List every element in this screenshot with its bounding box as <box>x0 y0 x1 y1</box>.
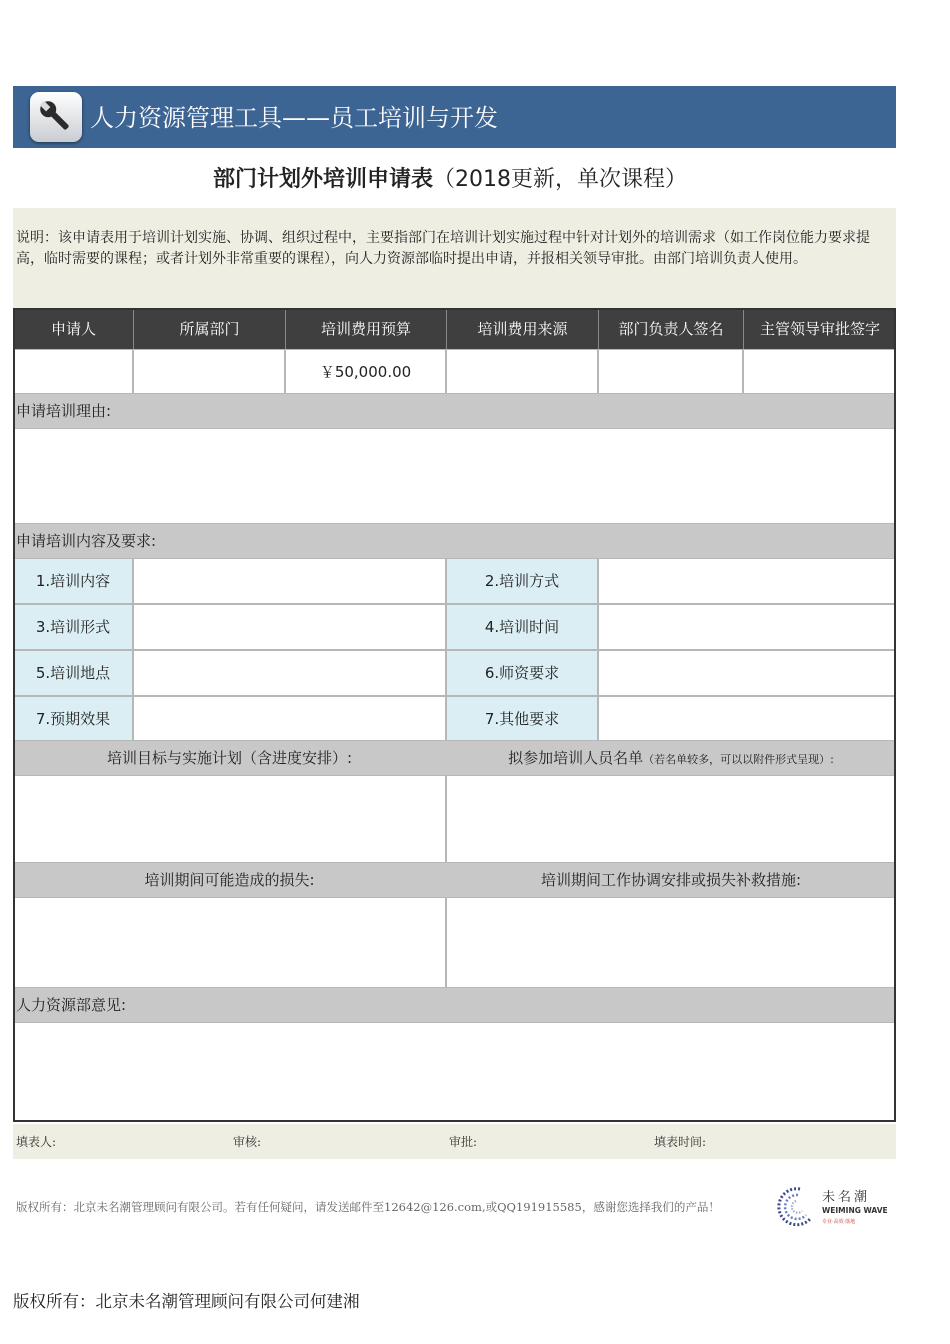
col-budget-header: 培训费用预算 <box>285 309 446 349</box>
reason-field[interactable] <box>13 428 896 524</box>
item-other-requirements-field[interactable] <box>598 696 896 741</box>
remedy-field[interactable] <box>446 897 896 988</box>
attendees-label-note: （若名单较多，可以以附件形式呈现）: <box>643 753 834 766</box>
col-source-header: 培训费用来源 <box>446 309 598 349</box>
col-applicant-header: 申请人 <box>13 309 133 349</box>
item-training-method-label: 2.培训方式 <box>446 558 598 604</box>
leader-sign-field[interactable] <box>743 349 896 394</box>
source-field[interactable] <box>446 349 598 394</box>
attendees-field[interactable] <box>446 775 896 863</box>
item-training-content-label: 1.培训内容 <box>13 558 133 604</box>
item-training-form-label: 3.培训形式 <box>13 604 133 650</box>
loss-label: 培训期间可能造成的损失: <box>13 863 446 897</box>
reason-label: 申请培训理由: <box>13 394 896 428</box>
remedy-label: 培训期间工作协调安排或损失补救措施: <box>446 863 896 897</box>
item-trainer-requirement-label: 6.师资要求 <box>446 650 598 696</box>
item-training-location-field[interactable] <box>133 650 446 696</box>
col-department-header: 所属部门 <box>133 309 285 349</box>
instruction-note: 说明：该申请表用于培训计划实施、协调、组织过程中，主要指部门在培训计划实施过程中针对计划外的培训需求（如工作岗位能力要求提高，临时需要的课程；或者计划外非常重要的课程），向人力资源部临时提出申请，并报相关领导审批。由部门培训负责人使用。 <box>13 208 896 308</box>
form-title-main: 部门计划外培训申请表 <box>212 167 433 192</box>
hr-opinion-label: 人力资源部意见: <box>13 988 896 1022</box>
logo-english-name: WEIMING WAVE <box>822 1206 888 1215</box>
form-title-suffix: （2018更新，单次课程） <box>433 167 687 192</box>
logo-chinese-name: 未名潮 <box>822 1190 871 1205</box>
hr-opinion-field[interactable] <box>13 1022 896 1122</box>
budget-field[interactable]: ￥50,000.00 <box>285 349 446 394</box>
goal-plan-label: 培训目标与实施计划（含进度安排）: <box>13 741 446 775</box>
item-other-requirements-label: 7.其他要求 <box>446 696 598 741</box>
item-training-location-label: 5.培训地点 <box>13 650 133 696</box>
fill-date-label: 填表时间: <box>654 1135 707 1149</box>
item-training-form-field[interactable] <box>133 604 446 650</box>
banner-title: 人力资源管理工具——员工培训与开发 <box>90 104 498 132</box>
item-training-method-field[interactable] <box>598 558 896 604</box>
item-expected-effect-field[interactable] <box>133 696 446 741</box>
copyright-contact: 版权所有：北京未名潮管理顾问有限公司。若有任何疑问，请发送邮件至12642@126.com,或QQ191915585，感谢您选择我们的产品！ <box>16 1200 720 1214</box>
logo-slogan: 专业·高效·落地 <box>822 1219 856 1225</box>
content-label: 申请培训内容及要求: <box>13 524 896 558</box>
dept-head-sign-field[interactable] <box>598 349 743 394</box>
approver-label: 审批: <box>449 1135 478 1149</box>
attendees-label <box>446 741 896 775</box>
reviewer-label: 审核: <box>233 1135 262 1149</box>
item-training-content-field[interactable] <box>133 558 446 604</box>
copyright-bottom: 版权所有：北京未名潮管理顾问有限公司何建湘 <box>13 1292 360 1311</box>
item-expected-effect-label: 7.预期效果 <box>13 696 133 741</box>
filler-label: 填表人: <box>16 1135 57 1149</box>
loss-field[interactable] <box>13 897 446 988</box>
col-dept-head-header: 部门负责人签名 <box>598 309 743 349</box>
goal-plan-field[interactable] <box>13 775 446 863</box>
form-title <box>0 162 900 198</box>
applicant-field[interactable] <box>13 349 133 394</box>
item-training-time-field[interactable] <box>598 604 896 650</box>
attendees-label-text: 拟参加培训人员名单 <box>508 749 644 767</box>
department-field[interactable] <box>133 349 285 394</box>
wrench-icon <box>30 92 82 142</box>
item-trainer-requirement-field[interactable] <box>598 650 896 696</box>
item-training-time-label: 4.培训时间 <box>446 604 598 650</box>
col-leader-header: 主管领导审批签字 <box>743 309 896 349</box>
weiming-wave-logo-icon <box>770 1183 818 1227</box>
